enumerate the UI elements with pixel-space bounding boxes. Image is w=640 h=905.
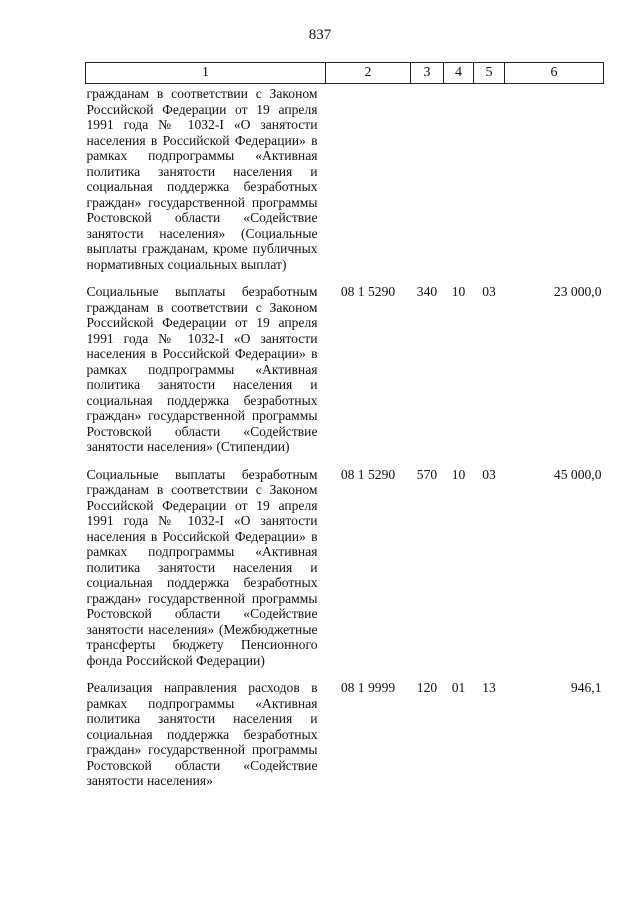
row-subsection: 03: [482, 466, 496, 482]
row-section: [444, 84, 474, 285]
header-col-4: 4: [444, 63, 474, 84]
header-col-5: 5: [474, 63, 505, 84]
budget-table: [85, 62, 604, 789]
header-col-2: 2: [326, 63, 411, 84]
row-subsection: [474, 84, 505, 285]
header-row: [86, 63, 604, 84]
row-amount: 23 000,0: [553, 284, 602, 299]
row-subsection: 03: [482, 284, 496, 299]
row-amount: 946,1: [570, 680, 602, 695]
row-target-code: 08 1 5290: [340, 284, 396, 299]
row-description: Социальные выплаты безработным гражданам в соответствии с Законом Российской Федерации от 19 апреля 1991 года № 1032-I «О занятости населения в Российской Федерации» в рамках подпрограммы «Активная политика занятости населения и социальная поддержка безработных граждан» государственной программы Ростовской области «Содействие занятости населения» (Стипендии): [86, 284, 318, 454]
table-header: [86, 63, 604, 84]
row-description: гражданам в соответствии с Законом Российской Федерации от 19 апреля 1991 года № 1032-I «О занятости населения в Российской Федерации» в рамках подпрограммы «Активная политика занятости населения и социальная поддержка безработных граждан» государственной программы Ростовской области «Содействие занятости населения» (Социальные выплаты гражданам, кроме публичных нормативных социальных выплат): [86, 86, 318, 272]
budget-table-container: [85, 62, 603, 789]
table-row: [86, 467, 604, 681]
table-body: [86, 84, 604, 789]
header-col-3: 3: [411, 63, 444, 84]
row-section: 10: [451, 466, 466, 482]
row-section: 10: [451, 284, 466, 299]
row-expense-type: 120: [416, 680, 438, 695]
row-expense-type: [411, 84, 444, 285]
row-description: Реализация направления расходов в рамках подпрограммы «Активная политика занятости населения и социальная поддержка безработных граждан» государственной программы Ростовской области «Содействие занятости населения»: [86, 680, 318, 788]
header-col-6: 6: [505, 63, 604, 84]
page-number: 837: [308, 27, 332, 43]
row-target-code: [326, 84, 411, 285]
table-row: [86, 284, 604, 467]
row-section: 01: [451, 680, 466, 695]
table-row: [86, 84, 604, 285]
row-target-code: 08 1 5290: [340, 466, 396, 482]
row-amount: 45 000,0: [553, 466, 602, 482]
row-amount: [505, 84, 604, 285]
row-expense-type: 570: [416, 466, 438, 482]
row-description: Социальные выплаты безработным гражданам в соответствии с Законом Российской Федерации от 19 апреля 1991 года № 1032-I «О занятости населения в Российской Федерации» в рамках подпрограммы «Активная политика занятости населения и социальная поддержка безработных граждан» государственной программы Ростовской области «Содействие занятости населения» (Межбюджетные трансферты бюджету Пенсионного фонда Российской Федерации): [86, 466, 318, 668]
table-row: [86, 680, 604, 789]
row-target-code: 08 1 9999: [340, 680, 396, 695]
row-subsection: 13: [482, 680, 496, 695]
row-expense-type: 340: [416, 284, 438, 299]
header-col-1: 1: [86, 63, 326, 84]
